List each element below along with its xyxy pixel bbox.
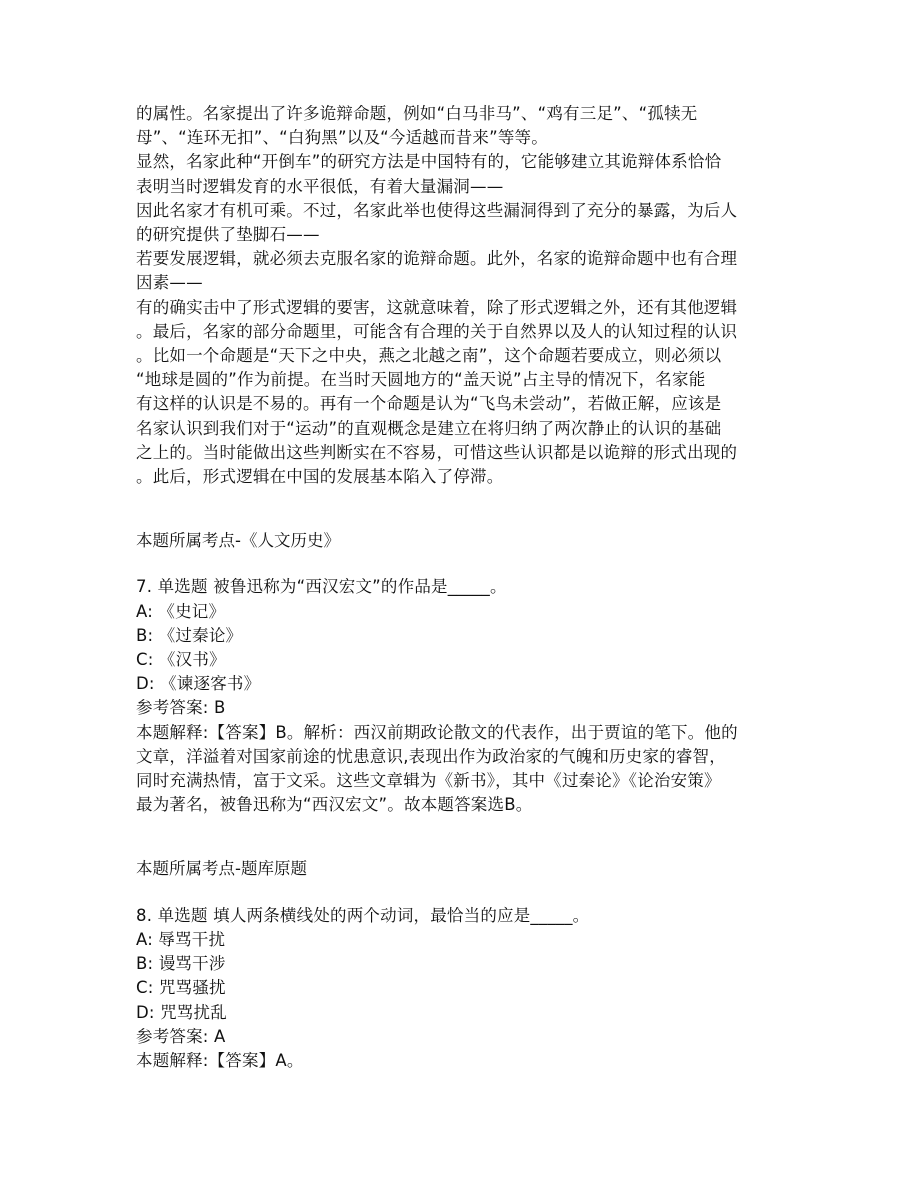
- text-line: 之上的。当时能做出这些判断实在不容易，可惜这些认识都是以诡辩的形式出现的: [136, 442, 738, 462]
- text-line: 表明当时逻辑发育的水平很低，有着大量漏洞——: [136, 176, 504, 196]
- text-line: 若要发展逻辑，就必须去克服名家的诡辩命题。此外，名家的诡辩命题中也有合理: [136, 249, 738, 269]
- explanation-line: 本题解释:【答案】B。解析：西汉前期政论散文的代表作，出于贾谊的笔下。他的: [136, 722, 738, 742]
- text-line: 。比如一个命题是“天下之中央，燕之北越之南”，这个命题若要成立，则必须以: [136, 346, 722, 366]
- explanation-line: 同时充满热情，富于文采。这些文章辑为《新书》，其中《过秦论》《论治安策》: [136, 771, 721, 791]
- reference-answer: 参考答案: A: [136, 1026, 226, 1046]
- text-line: “地球是圆的”作为前提。在当时天圆地方的“盖天说”占主导的情况下，名家能: [136, 370, 706, 390]
- text-line: 因素——: [136, 273, 203, 293]
- text-line: 有的确实击中了形式逻辑的要害，这就意味着，除了形式逻辑之外，还有其他逻辑: [136, 297, 738, 317]
- text-line: 的研究提供了垫脚石——: [136, 225, 320, 245]
- explanation-line: 最为著名，被鲁迅称为“西汉宏文”。故本题答案选B。: [136, 795, 533, 815]
- option-d: D: 咒骂扰乱: [136, 1002, 227, 1022]
- kaodian-label: 本题所属考点-题库原题: [136, 859, 307, 879]
- question-stem: 8. 单选题 填人两条横线处的两个动词，最恰当的应是_____。: [136, 905, 590, 925]
- intro-paragraph: [136, 102, 788, 489]
- text-line: 名家认识到我们对于“运动”的直观概念是建立在将归纳了两次静止的认识的基础: [136, 418, 722, 438]
- text-line: 显然，名家此种“开倒车”的研究方法是中国特有的，它能够建立其诡辩体系恰恰: [136, 152, 722, 172]
- text-line: 的属性。名家提出了许多诡辩命题，例如“白马非马”、“鸡有三足”、“孤犊无: [136, 104, 698, 123]
- explanation-line: 本题解释:【答案】A。: [136, 1050, 304, 1070]
- question-stem: 7. 单选题 被鲁迅称为“西汉宏文”的作品是_____。: [136, 577, 507, 597]
- text-line: 。最后，名家的部分命题里，可能含有合理的关于自然界以及人的认知过程的认识: [136, 321, 738, 341]
- option-c: C: 《汉书》: [136, 650, 226, 670]
- kaodian-label: 本题所属考点-《人文历史》: [136, 531, 340, 551]
- text-line: 因此名家才有机可乘。不过，名家此举也使得这些漏洞得到了充分的暴露，为后人: [136, 200, 738, 220]
- option-b: B: 《过秦论》: [136, 625, 243, 645]
- explanation-line: 文章，洋溢着对国家前途的忧患意识,表现出作为政治家的气魄和历史家的睿智，: [136, 746, 726, 766]
- text-line: 。此后，形式逻辑在中国的发展基本陷入了停滞。: [136, 467, 504, 487]
- text-line: 母”、“连环无扣”、“白狗黑”以及“今适越而昔来”等等。: [136, 128, 548, 148]
- question-8: [136, 904, 788, 1073]
- option-a: A: 辱骂干扰: [136, 929, 226, 949]
- option-a: A: 《史记》: [136, 601, 226, 621]
- option-b: B: 谩骂干涉: [136, 954, 226, 974]
- option-c: C: 咒骂骚扰: [136, 978, 226, 998]
- question-7: [136, 575, 788, 817]
- reference-answer: 参考答案: B: [136, 698, 226, 718]
- document-page: [136, 102, 788, 1073]
- text-line: 有这样的认识是不易的。再有一个命题是认为“飞鸟未尝动”，若做正解，应该是: [136, 394, 722, 414]
- option-d: D: 《谏逐客书》: [136, 674, 261, 694]
